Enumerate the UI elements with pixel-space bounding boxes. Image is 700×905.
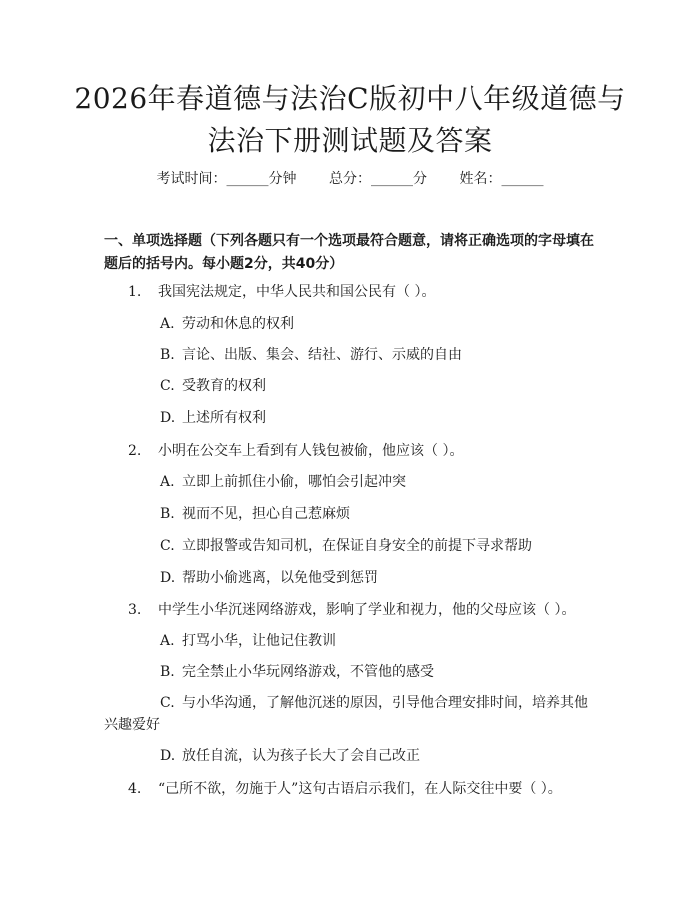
option-letter: B.	[160, 664, 175, 680]
option-text: 立即上前抓住小偷，哪怕会引起冲突	[182, 474, 406, 490]
question-number: 4.	[128, 781, 142, 797]
option-1b	[160, 344, 462, 366]
option-3a	[160, 630, 336, 652]
question-number: 2.	[128, 443, 142, 459]
question-text: “己所不欲，勿施于人”这句古语启示我们，在人际交往中要（ ）。	[158, 781, 562, 797]
section-heading: 一、单项选择题（下列各题只有一个选项最符合题意，请将正确选项的字母填在题后的括号内。每小题2分，共40分）	[104, 233, 594, 272]
option-text: 劳动和休息的权利	[182, 316, 294, 332]
option-letter: A.	[160, 633, 175, 649]
option-1c	[160, 375, 266, 397]
option-text: 视而不见，担心自己惹麻烦	[182, 506, 350, 522]
question-number: 3.	[128, 602, 142, 618]
option-text: 帮助小偷逃离，以免他受到惩罚	[182, 570, 378, 586]
question-text: 我国宪法规定，中华人民共和国公民有（ ）。	[158, 284, 436, 300]
exam-meta	[0, 168, 700, 188]
option-letter: D.	[160, 748, 176, 764]
option-3c	[104, 692, 596, 736]
option-text: 立即报警或告知司机，在保证自身安全的前提下寻求帮助	[182, 538, 532, 554]
exam-score: 总分：______分	[329, 171, 427, 187]
question-2	[128, 440, 463, 462]
option-letter: A.	[160, 316, 175, 332]
question-1	[128, 281, 435, 303]
student-name: 姓名：______	[459, 171, 544, 187]
option-letter: C.	[160, 695, 175, 711]
option-letter: C.	[160, 538, 175, 554]
question-text: 中学生小华沉迷网络游戏，影响了学业和视力，他的父母应该（ ）。	[158, 602, 576, 618]
option-1a	[160, 313, 294, 335]
option-2b	[160, 503, 350, 525]
option-text: 言论、出版、集会、结社、游行、示威的自由	[182, 347, 462, 363]
option-3b	[160, 661, 434, 683]
option-3d	[160, 745, 420, 767]
option-text: 与小华沟通，了解他沉迷的原因，引导他合理安排时间，培养其他兴趣爱好	[104, 695, 588, 733]
page-title	[60, 78, 640, 162]
option-2a	[160, 471, 406, 493]
option-text: 受教育的权利	[182, 378, 266, 394]
option-text: 完全禁止小华玩网络游戏，不管他的感受	[182, 664, 434, 680]
option-text: 打骂小华，让他记住教训	[182, 633, 336, 649]
question-4	[128, 778, 562, 800]
title-line-1: 2026年春道德与法治C版初中八年级道德与	[74, 82, 626, 115]
option-letter: A.	[160, 474, 175, 490]
question-number: 1.	[128, 284, 142, 300]
question-3	[128, 599, 575, 621]
option-2d	[160, 567, 378, 589]
option-letter: B.	[160, 347, 175, 363]
option-text: 放任自流，认为孩子长大了会自己改正	[182, 748, 420, 764]
option-letter: C.	[160, 378, 175, 394]
option-2c	[160, 535, 532, 557]
option-letter: B.	[160, 506, 175, 522]
option-text: 上述所有权利	[182, 410, 266, 426]
exam-time: 考试时间：______分钟	[156, 171, 297, 187]
option-1d	[160, 407, 266, 429]
option-letter: D.	[160, 410, 176, 426]
question-text: 小明在公交车上看到有人钱包被偷，他应该（ ）。	[158, 443, 464, 459]
title-line-2: 法治下册测试题及答案	[207, 124, 493, 157]
option-letter: D.	[160, 570, 176, 586]
